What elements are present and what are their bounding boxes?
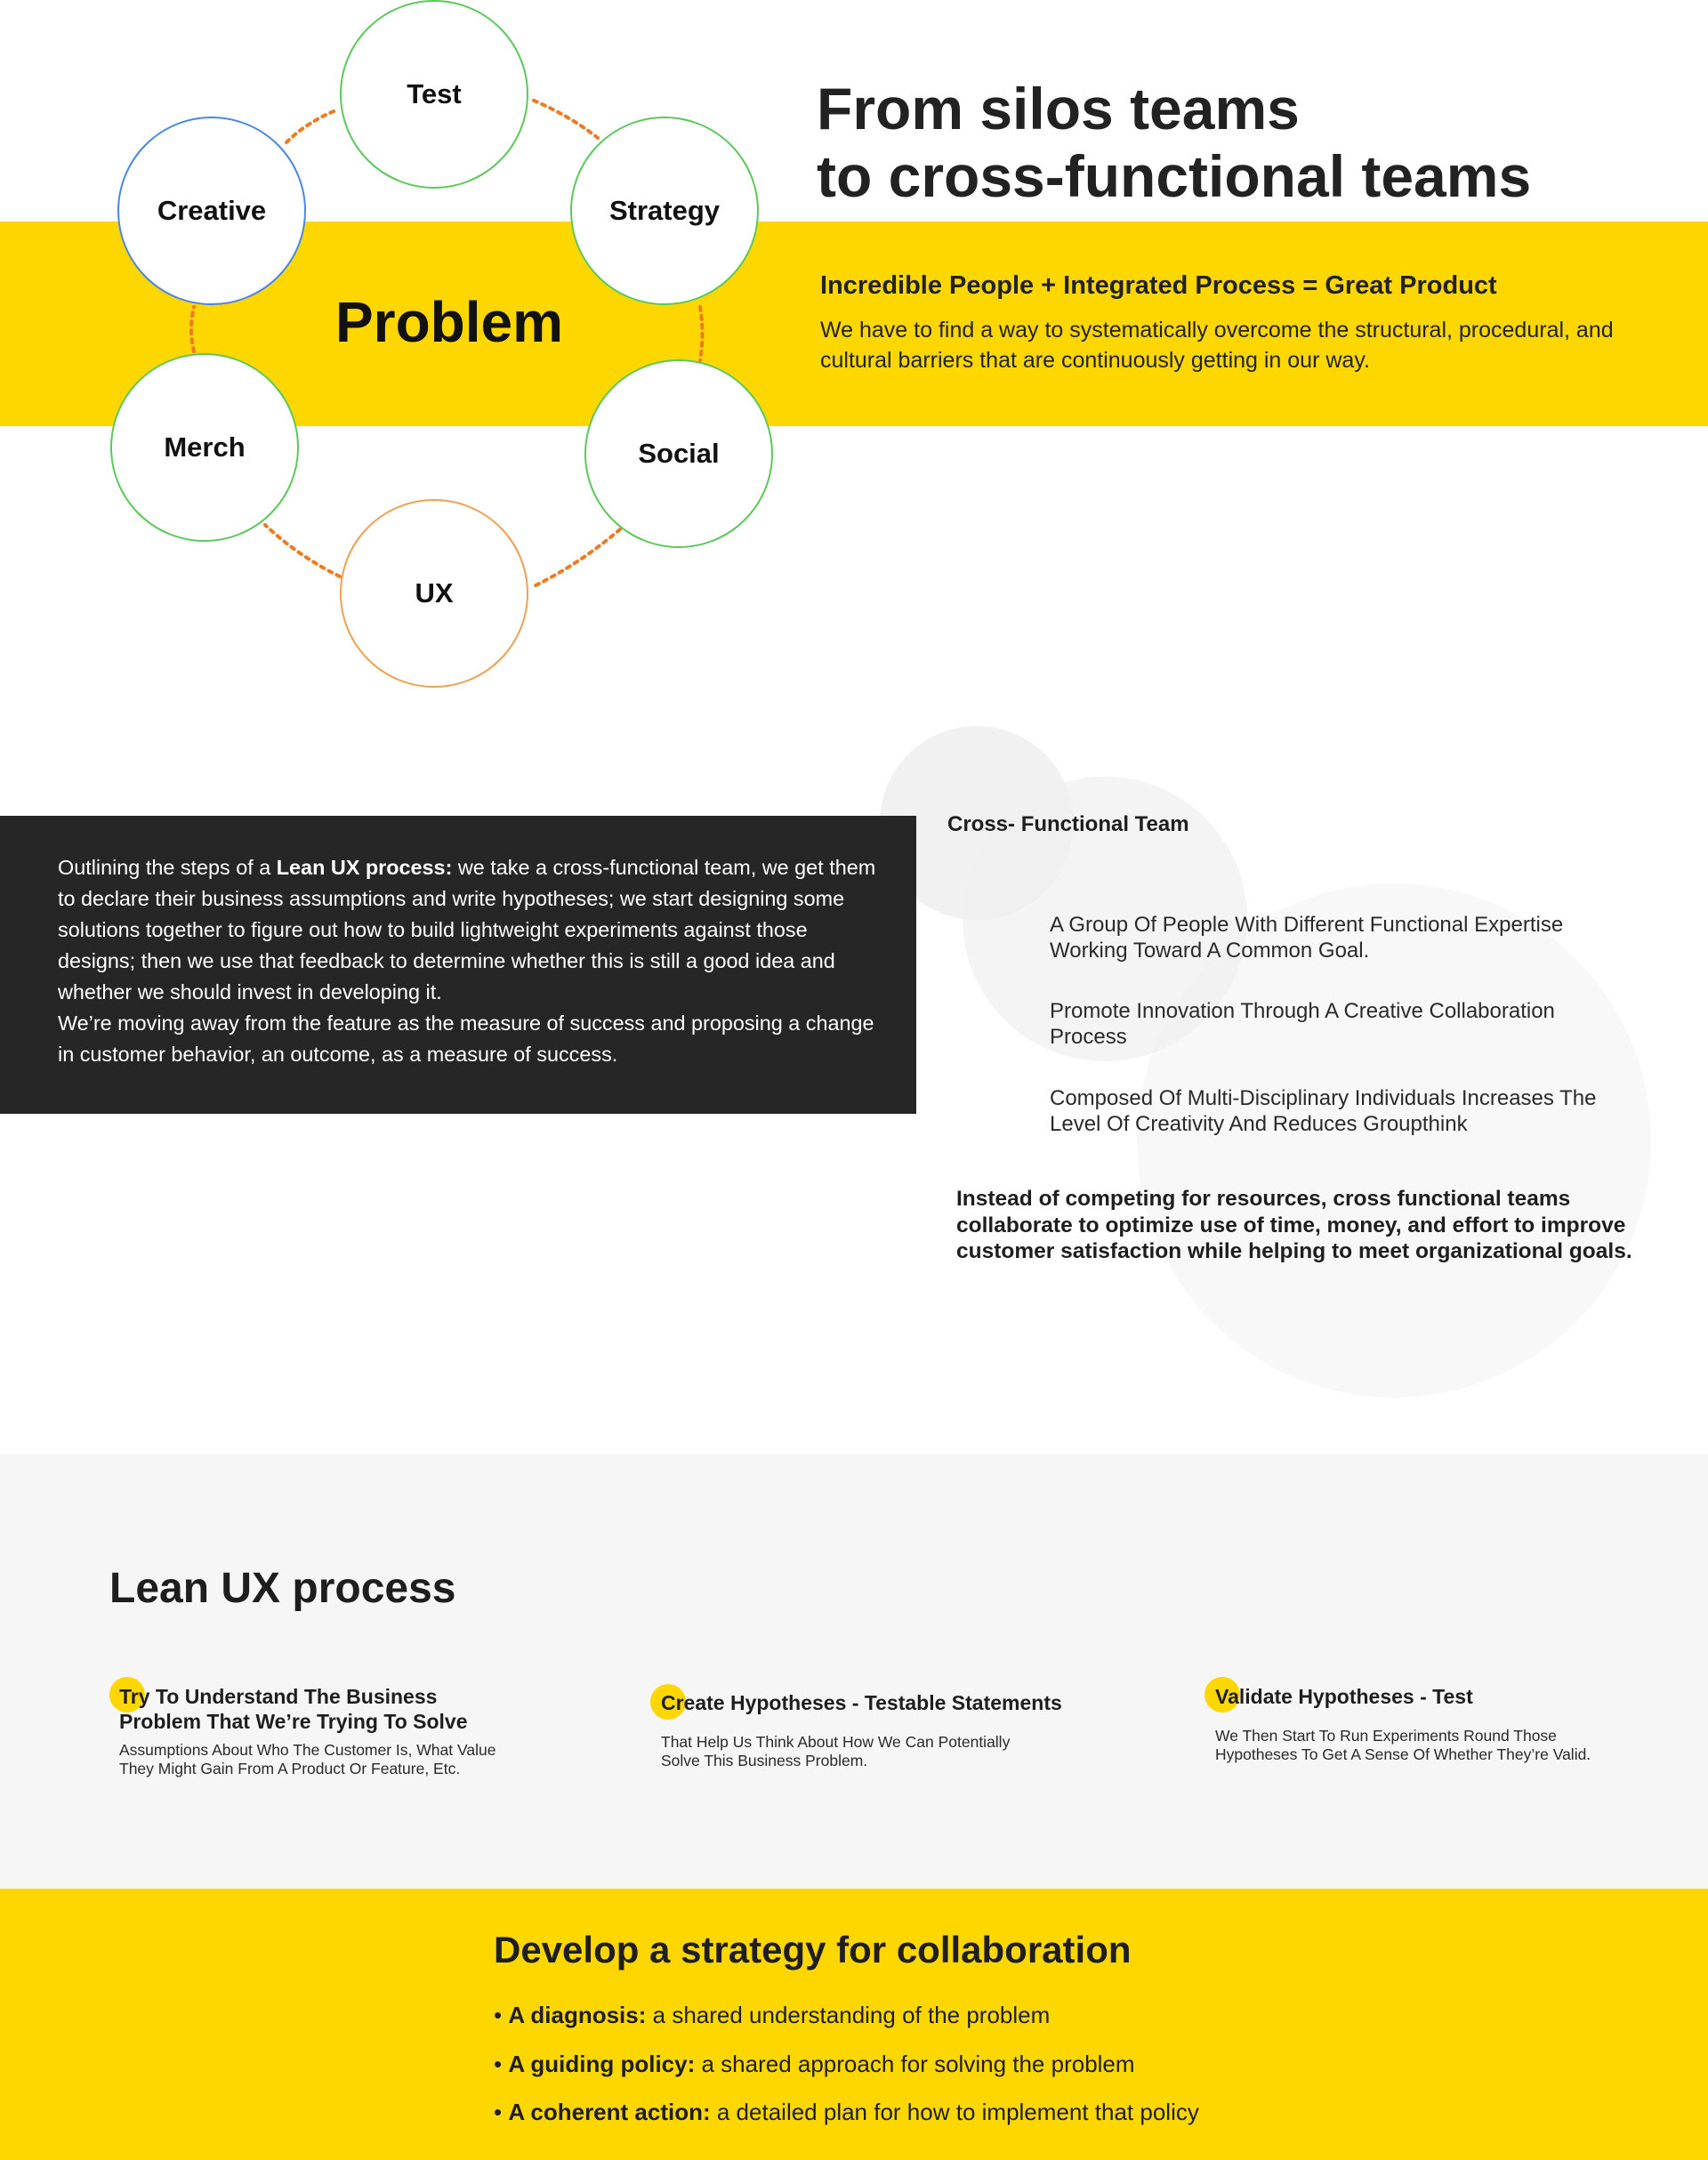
step-2-title: Create Hypotheses - Testable Statements (661, 1691, 1062, 1714)
cross-functional-item-3: Composed Of Multi-Disciplinary Individuals Increases The Level Of Creativity And Reduces Groupthink (1050, 1086, 1597, 1136)
strategy-item-2-bold: A guiding policy: (508, 2051, 696, 2077)
strategy-item-1-text: a shared understanding of the problem (652, 2002, 1051, 2028)
strategy-bullet-3: • (494, 2099, 503, 2125)
step-3-title: Validate Hypotheses - Test (1215, 1685, 1473, 1708)
cross-functional-heading: Cross- Functional Team (947, 812, 1189, 836)
step-1-title (119, 1684, 600, 1734)
cross-functional-item-1: A Group Of People With Different Functional Expertise Working Toward A Common Goal. (1050, 913, 1564, 963)
cross-functional-item-2: Promote Innovation Through A Creative Collaboration Process (1050, 999, 1555, 1049)
process-intro-before: Outlining the steps of a (58, 856, 277, 879)
step-3 (1215, 1684, 1696, 1764)
strategy-bullet-2: • (494, 2051, 503, 2077)
cycle-center-label: Problem (334, 290, 564, 354)
step-2-text-line2: Solve This Business Problem. (661, 1752, 868, 1769)
process-intro-bold: Lean UX process: (276, 856, 453, 879)
step-3-text-line2: Hypotheses To Get A Sense Of Whether They’re Valid. (1215, 1745, 1591, 1763)
connector-ux-merch (265, 525, 340, 576)
lean-ux-title: Lean UX process (109, 1565, 456, 1612)
hero-text: We have to find a way to systematically overcome the structural, procedural, and cultural barriers that are continuously getting in our way. (820, 318, 1614, 373)
hero-subtitle: Incredible People + Integrated Process = Great Product (820, 271, 1497, 300)
step-1-text-line2: They Might Gain From A Product Or Feature, Etc. (119, 1760, 461, 1777)
strategy-item-3 (494, 2099, 1561, 2126)
process-intro-paragraph (58, 852, 876, 1008)
step-2-text-line1: That Help Us Think About How We Can Potentially (661, 1733, 1011, 1751)
connector-strategy-social (700, 307, 703, 360)
hero-title-line1: From silos teams (817, 76, 1300, 141)
lean-ux-section (0, 1455, 1708, 1889)
step-1-text (119, 1741, 600, 1778)
strategy-item-2-text: a shared approach for solving the problem (701, 2051, 1135, 2077)
cycle-node-strategy: Strategy (570, 117, 759, 305)
connector-social-ux (532, 529, 620, 587)
cycle-node-test: Test (340, 0, 528, 189)
step-3-text-line1: We Then Start To Run Experiments Round Those (1215, 1727, 1557, 1745)
cycle-node-merch: Merch (110, 353, 299, 542)
connector-merch-creative (191, 307, 194, 351)
cycle-node-ux: UX (340, 499, 528, 688)
cycle-node-social: Social (584, 359, 773, 548)
strategy-item-1 (494, 2002, 1561, 2029)
process-intro-text (58, 852, 876, 1070)
strategy-item-3-text: a detailed plan for how to implement that policy (716, 2099, 1199, 2125)
strategy-title: Develop a strategy for collaboration (494, 1929, 1132, 1971)
cross-functional-summary: Instead of competing for resources, cross functional teams collaborate to optimize use of time, money, and effort to improve customer satisfaction while helping to meet organizational goals. (956, 1187, 1632, 1263)
strategy-bullet-1: • (494, 2002, 503, 2028)
connector-creative-test (286, 109, 338, 142)
process-intro-paragraph-2: We’re moving away from the feature as the measure of success and proposing a change in customer behavior, an outcome, as a measure of success. (58, 1011, 874, 1066)
strategy-item-1-bold: A diagnosis: (508, 2002, 647, 2028)
step-1-text-line1: Assumptions About Who The Customer Is, What Value (119, 1741, 496, 1759)
step-3-text (1215, 1727, 1696, 1764)
hero-title-line2: to cross-functional teams (817, 143, 1532, 209)
step-1 (119, 1684, 600, 1778)
step-1-title-line2: Problem That We’re Trying To Solve (119, 1710, 468, 1733)
hero-title (817, 75, 1688, 210)
step-2-text (661, 1733, 1159, 1770)
strategy-item-3-bold: A coherent action: (508, 2099, 711, 2125)
strategy-item-2 (494, 2051, 1561, 2078)
connector-test-strategy (534, 101, 598, 138)
process-intro-after: we take a cross-functional team, we get them to declare their business assumptions and write hypotheses; we start designing some solutions together to figure out how to build lightweight experiments against those designs; then we use that feedback to determine whether this is still a good idea and whether we should invest in developing it. (58, 856, 876, 1003)
cycle-node-creative: Creative (117, 117, 306, 305)
step-1-title-line1: Try To Understand The Business (119, 1685, 438, 1708)
step-2 (661, 1690, 1159, 1770)
